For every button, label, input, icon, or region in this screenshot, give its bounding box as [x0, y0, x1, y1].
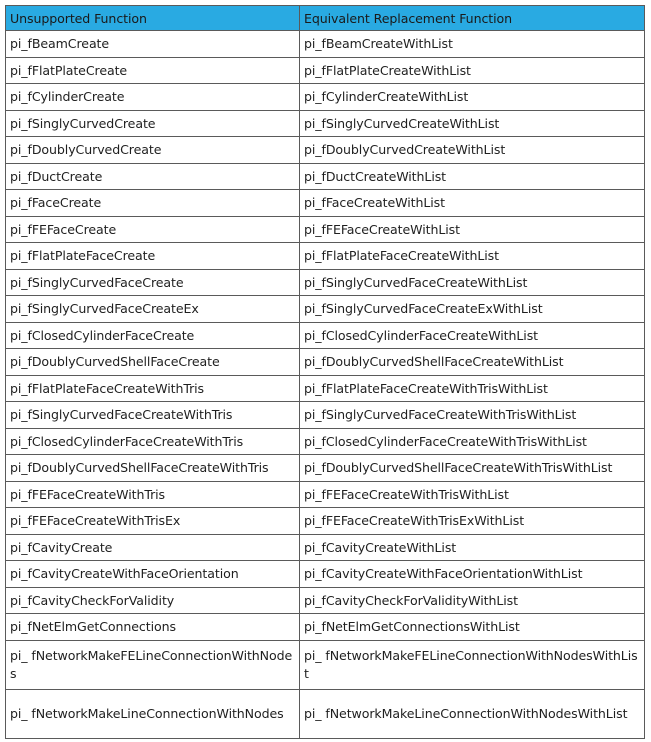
- table-row: [6, 190, 645, 217]
- replacement-function-cell: pi_fFlatPlateCreateWithList: [300, 57, 645, 84]
- replacement-function-cell: pi_ fNetworkMakeFELineConnectionWithNodesWithList: [300, 640, 645, 689]
- table-row: [6, 481, 645, 508]
- replacement-function-cell: pi_fClosedCylinderFaceCreateWithTrisWithList: [300, 428, 645, 455]
- unsupported-function-cell: pi_fFlatPlateCreate: [6, 57, 300, 84]
- replacement-function-cell: pi_fFlatPlateFaceCreateWithList: [300, 243, 645, 270]
- replacement-function-cell: pi_ fNetworkMakeLineConnectionWithNodesWithList: [300, 689, 645, 738]
- unsupported-function-cell: pi_fClosedCylinderFaceCreateWithTris: [6, 428, 300, 455]
- table-row: [6, 57, 645, 84]
- replacement-function-cell: pi_fBeamCreateWithList: [300, 31, 645, 58]
- unsupported-function-cell: pi_fFEFaceCreate: [6, 216, 300, 243]
- unsupported-function-cell: pi_fNetElmGetConnections: [6, 614, 300, 641]
- replacement-function-cell: pi_fFlatPlateFaceCreateWithTrisWithList: [300, 375, 645, 402]
- replacement-function-cell: pi_fDoublyCurvedShellFaceCreateWithList: [300, 349, 645, 376]
- table-row: [6, 428, 645, 455]
- unsupported-function-cell: pi_fFEFaceCreateWithTrisEx: [6, 508, 300, 535]
- replacement-function-cell: pi_fDuctCreateWithList: [300, 163, 645, 190]
- unsupported-function-cell: pi_fSinglyCurvedFaceCreateWithTris: [6, 402, 300, 429]
- table-row: [6, 561, 645, 588]
- table-row: [6, 110, 645, 137]
- unsupported-function-cell: pi_ fNetworkMakeFELineConnectionWithNodes: [6, 640, 300, 689]
- replacement-function-cell: pi_fCavityCreateWithList: [300, 534, 645, 561]
- table-row: [6, 137, 645, 164]
- unsupported-function-cell: pi_fBeamCreate: [6, 31, 300, 58]
- unsupported-function-cell: pi_ fNetworkMakeLineConnectionWithNodes: [6, 689, 300, 738]
- function-replacement-table: [5, 5, 645, 739]
- replacement-function-cell: pi_fSinglyCurvedFaceCreateWithList: [300, 269, 645, 296]
- table-row: [6, 322, 645, 349]
- unsupported-function-cell: pi_fSinglyCurvedFaceCreate: [6, 269, 300, 296]
- function-table-container: [5, 5, 645, 739]
- unsupported-function-cell: pi_fCavityCreateWithFaceOrientation: [6, 561, 300, 588]
- unsupported-function-cell: pi_fDoublyCurvedShellFaceCreate: [6, 349, 300, 376]
- replacement-function-cell: pi_fFEFaceCreateWithList: [300, 216, 645, 243]
- replacement-function-cell: pi_fFEFaceCreateWithTrisExWithList: [300, 508, 645, 535]
- unsupported-function-cell: pi_fFaceCreate: [6, 190, 300, 217]
- table-row: [6, 296, 645, 323]
- replacement-function-cell: pi_fDoublyCurvedCreateWithList: [300, 137, 645, 164]
- table-row: [6, 84, 645, 111]
- table-row: [6, 269, 645, 296]
- table-row: [6, 587, 645, 614]
- unsupported-function-cell: pi_fFlatPlateFaceCreate: [6, 243, 300, 270]
- replacement-function-cell: pi_fDoublyCurvedShellFaceCreateWithTrisWithList: [300, 455, 645, 482]
- table-row: [6, 689, 645, 738]
- table-row: [6, 640, 645, 689]
- unsupported-function-cell: pi_fCavityCheckForValidity: [6, 587, 300, 614]
- table-row: [6, 31, 645, 58]
- replacement-function-cell: pi_fCylinderCreateWithList: [300, 84, 645, 111]
- replacement-function-cell: pi_fCavityCheckForValidityWithList: [300, 587, 645, 614]
- replacement-function-cell: pi_fClosedCylinderFaceCreateWithList: [300, 322, 645, 349]
- table-row: [6, 402, 645, 429]
- unsupported-function-cell: pi_fCylinderCreate: [6, 84, 300, 111]
- table-row: [6, 375, 645, 402]
- replacement-function-cell: pi_fSinglyCurvedFaceCreateExWithList: [300, 296, 645, 323]
- unsupported-function-cell: pi_fDuctCreate: [6, 163, 300, 190]
- table-row: [6, 508, 645, 535]
- unsupported-function-cell: pi_fDoublyCurvedCreate: [6, 137, 300, 164]
- replacement-function-cell: pi_fCavityCreateWithFaceOrientationWithList: [300, 561, 645, 588]
- header-unsupported-function: Unsupported Function: [6, 6, 300, 31]
- header-replacement-function: Equivalent Replacement Function: [300, 6, 645, 31]
- table-header-row: [6, 6, 645, 31]
- table-row: [6, 534, 645, 561]
- unsupported-function-cell: pi_fDoublyCurvedShellFaceCreateWithTris: [6, 455, 300, 482]
- replacement-function-cell: pi_fSinglyCurvedCreateWithList: [300, 110, 645, 137]
- table-row: [6, 349, 645, 376]
- unsupported-function-cell: pi_fFEFaceCreateWithTris: [6, 481, 300, 508]
- replacement-function-cell: pi_fNetElmGetConnectionsWithList: [300, 614, 645, 641]
- table-row: [6, 614, 645, 641]
- unsupported-function-cell: pi_fFlatPlateFaceCreateWithTris: [6, 375, 300, 402]
- replacement-function-cell: pi_fSinglyCurvedFaceCreateWithTrisWithList: [300, 402, 645, 429]
- replacement-function-cell: pi_fFEFaceCreateWithTrisWithList: [300, 481, 645, 508]
- unsupported-function-cell: pi_fSinglyCurvedFaceCreateEx: [6, 296, 300, 323]
- table-row: [6, 216, 645, 243]
- unsupported-function-cell: pi_fCavityCreate: [6, 534, 300, 561]
- unsupported-function-cell: pi_fSinglyCurvedCreate: [6, 110, 300, 137]
- table-row: [6, 163, 645, 190]
- table-row: [6, 455, 645, 482]
- replacement-function-cell: pi_fFaceCreateWithList: [300, 190, 645, 217]
- unsupported-function-cell: pi_fClosedCylinderFaceCreate: [6, 322, 300, 349]
- table-row: [6, 243, 645, 270]
